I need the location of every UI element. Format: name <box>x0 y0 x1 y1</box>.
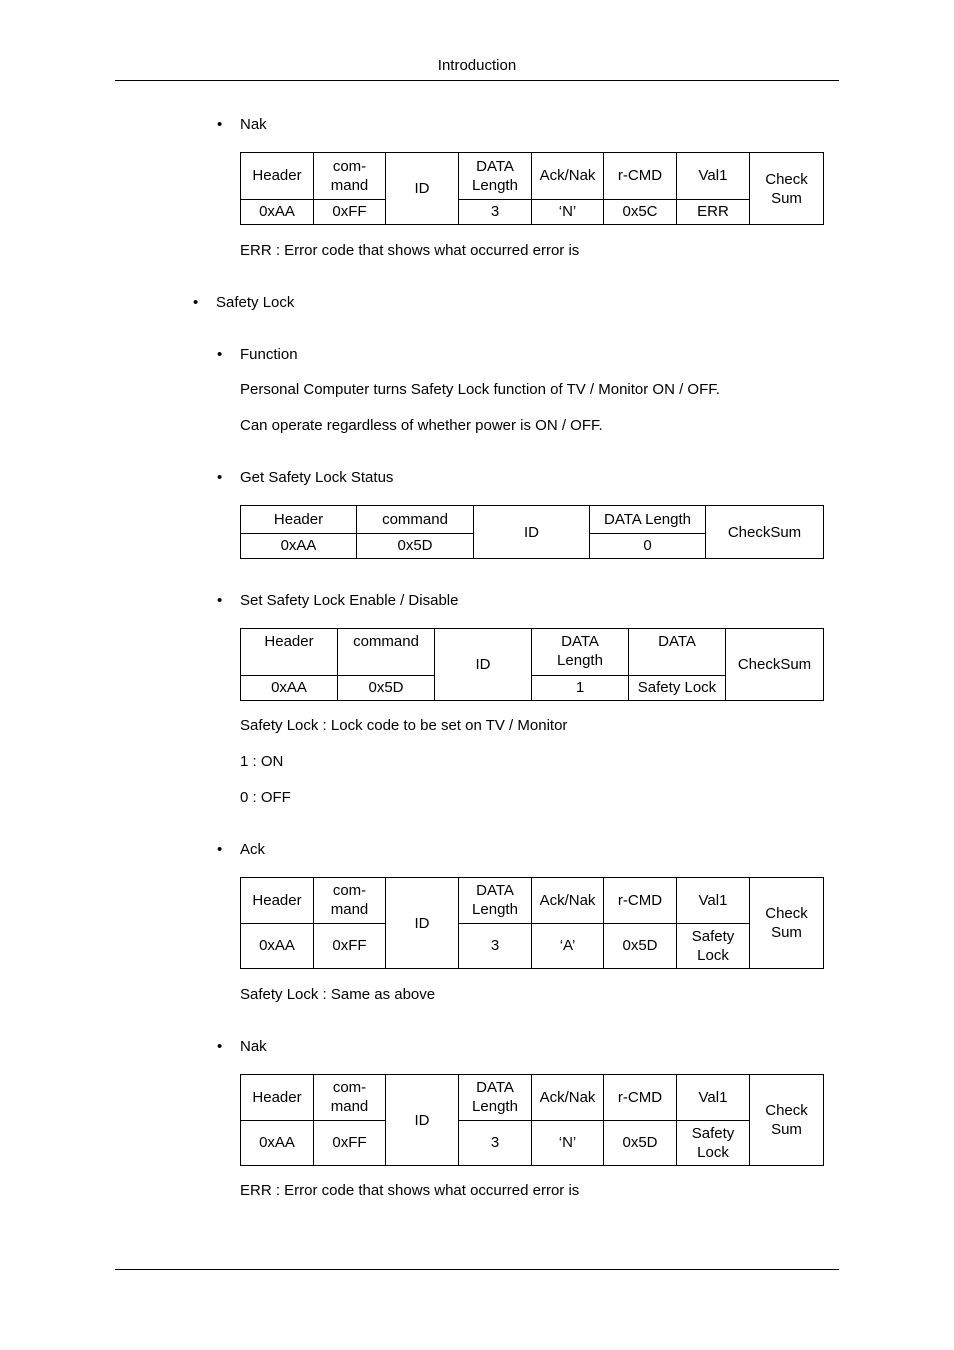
th-ack-nak: Ack/Nak <box>532 153 604 200</box>
th-command: com- mand <box>314 153 386 200</box>
th-header: Header <box>241 878 314 924</box>
th-command: command <box>357 506 474 534</box>
cell-ack-nak-value: ‘N’ <box>532 1120 604 1166</box>
cell-ack-nak-value: ‘N’ <box>532 199 604 224</box>
bullet-icon: • <box>217 592 223 609</box>
th-checksum: Check Sum <box>750 878 824 969</box>
th-val1: Val1 <box>677 153 750 200</box>
cell-data-length-value: 3 <box>459 923 532 969</box>
cell-header-value: 0xAA <box>241 923 314 969</box>
function-desc-1: Personal Computer turns Safety Lock function of TV / Monitor ON / OFF. <box>240 381 720 398</box>
cell-r-cmd-value: 0x5C <box>604 199 677 224</box>
cell-command-value: 0xFF <box>314 199 386 224</box>
bullet-label: Set Safety Lock Enable / Disable <box>240 592 459 609</box>
cell-command-value: 0x5D <box>338 675 435 700</box>
th-command: com- mand <box>314 878 386 924</box>
nak-1-note: ERR : Error code that shows what occurred error is <box>240 242 580 259</box>
ack-note: Safety Lock : Same as above <box>240 986 436 1003</box>
bullet-label: Safety Lock <box>216 294 295 311</box>
bullet-label: Get Safety Lock Status <box>240 469 394 486</box>
cell-val1-value: Safety Lock <box>677 1120 750 1166</box>
cell-header-value: 0xAA <box>241 533 357 558</box>
th-id: ID <box>386 1075 459 1166</box>
th-data: DATA <box>629 629 726 676</box>
cell-r-cmd-value: 0x5D <box>604 1120 677 1166</box>
cell-val1-value: ERR <box>677 199 750 224</box>
nak-table-1 <box>240 152 824 225</box>
th-id: ID <box>386 878 459 969</box>
th-header: Header <box>241 506 357 534</box>
th-header: Header <box>241 629 338 676</box>
bullet-icon: • <box>217 116 223 133</box>
bullet-icon: • <box>193 294 199 311</box>
bullet-nak-1 <box>217 116 267 134</box>
set-enable-note-3: 0 : OFF <box>240 789 291 806</box>
bullet-label: Ack <box>240 841 266 858</box>
bullet-set-enable <box>217 592 459 610</box>
th-data-length: DATA Length <box>459 1075 532 1121</box>
nak-table-2 <box>240 1074 824 1166</box>
th-data-length: DATA Length <box>590 506 706 534</box>
th-r-cmd: r-CMD <box>604 1075 677 1121</box>
bullet-icon: • <box>217 346 223 363</box>
bullet-function <box>217 346 298 364</box>
th-id: ID <box>386 153 459 225</box>
cell-data-length-value: 0 <box>590 533 706 558</box>
th-header: Header <box>241 153 314 200</box>
cell-data-length-value: 1 <box>532 675 629 700</box>
bullet-ack <box>217 841 266 859</box>
th-id: ID <box>435 629 532 701</box>
cell-data-length-value: 3 <box>459 199 532 224</box>
th-checksum: CheckSum <box>726 629 824 701</box>
th-command: command <box>338 629 435 676</box>
cell-command-value: 0xFF <box>314 1120 386 1166</box>
th-checksum: CheckSum <box>706 506 824 559</box>
set-enable-note-2: 1 : ON <box>240 753 284 770</box>
bullet-nak-2 <box>217 1038 267 1056</box>
function-desc-2: Can operate regardless of whether power is ON / OFF. <box>240 417 603 434</box>
footer-rule <box>115 1269 839 1270</box>
set-enable-table <box>240 628 824 701</box>
th-checksum: Check Sum <box>750 1075 824 1166</box>
bullet-icon: • <box>217 469 223 486</box>
cell-data-length-value: 3 <box>459 1120 532 1166</box>
th-val1: Val1 <box>677 1075 750 1121</box>
page-header-title: Introduction <box>437 57 517 74</box>
header-rule <box>115 80 839 81</box>
get-status-table <box>240 505 824 559</box>
th-r-cmd: r-CMD <box>604 878 677 924</box>
cell-header-value: 0xAA <box>241 199 314 224</box>
th-data-length: DATA Length <box>459 153 532 200</box>
bullet-get-status <box>217 469 394 487</box>
bullet-label: Function <box>240 346 298 363</box>
cell-command-value: 0xFF <box>314 923 386 969</box>
cell-data-value: Safety Lock <box>629 675 726 700</box>
bullet-label: Nak <box>240 1038 267 1055</box>
cell-ack-nak-value: ‘A’ <box>532 923 604 969</box>
th-header: Header <box>241 1075 314 1121</box>
bullet-label: Nak <box>240 116 267 133</box>
th-val1: Val1 <box>677 878 750 924</box>
cell-val1-value: Safety Lock <box>677 923 750 969</box>
th-data-length: DATA Length <box>459 878 532 924</box>
cell-header-value: 0xAA <box>241 675 338 700</box>
th-data-length: DATA Length <box>532 629 629 676</box>
th-ack-nak: Ack/Nak <box>532 1075 604 1121</box>
cell-header-value: 0xAA <box>241 1120 314 1166</box>
bullet-icon: • <box>217 841 223 858</box>
ack-table <box>240 877 824 969</box>
nak-2-note: ERR : Error code that shows what occurred error is <box>240 1182 580 1199</box>
th-checksum: Check Sum <box>750 153 824 225</box>
bullet-icon: • <box>217 1038 223 1055</box>
cell-r-cmd-value: 0x5D <box>604 923 677 969</box>
th-command: com- mand <box>314 1075 386 1121</box>
bullet-safety-lock <box>193 294 295 312</box>
set-enable-note-1: Safety Lock : Lock code to be set on TV / Monitor <box>240 717 568 734</box>
th-id: ID <box>474 506 590 559</box>
th-ack-nak: Ack/Nak <box>532 878 604 924</box>
th-r-cmd: r-CMD <box>604 153 677 200</box>
cell-command-value: 0x5D <box>357 533 474 558</box>
